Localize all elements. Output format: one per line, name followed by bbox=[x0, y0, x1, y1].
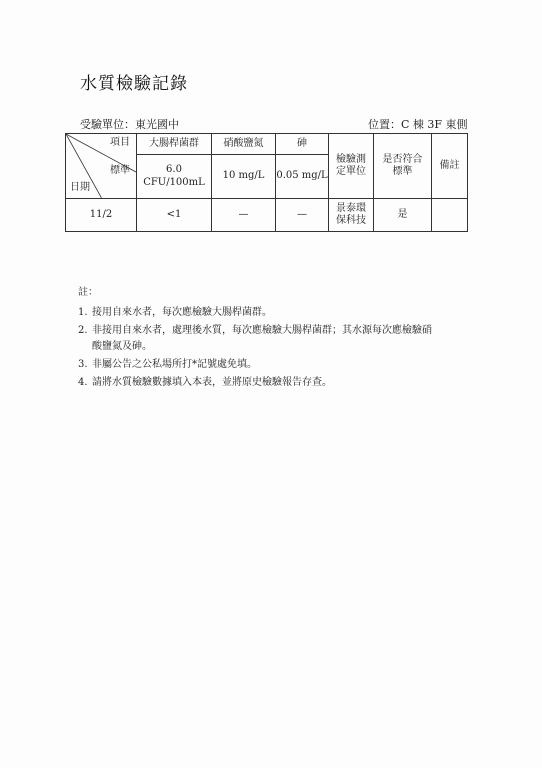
corner-date-label: 日期 bbox=[70, 181, 90, 193]
notes-section bbox=[78, 285, 432, 393]
table-row bbox=[66, 199, 468, 232]
corner-item-label: 項目 bbox=[110, 137, 130, 148]
note-item: 3. 非屬公告之公私場所打*記號處免填。 bbox=[78, 359, 257, 370]
note-item: 2. 非接用自來水者，處理後水質，每次應檢驗大腸桿菌群；其水源每次應檢驗硝酸鹽氮及砷。 bbox=[78, 325, 432, 352]
cell-remark bbox=[432, 199, 468, 232]
standard-coliform: 6.0 CFU/100mL bbox=[137, 155, 212, 199]
document-title: 水質檢驗記錄 bbox=[80, 74, 188, 94]
standard-nitrate: 10 mg/L bbox=[212, 155, 276, 199]
note-item: 4. 請將水質檢驗數據填入本表，並將原史檢驗報告存查。 bbox=[78, 377, 332, 388]
header-test-unit: 檢驗測定單位 bbox=[329, 134, 374, 199]
header-nitrate: 硝酸鹽氮 bbox=[212, 134, 276, 155]
table-corner-cell bbox=[66, 134, 137, 199]
header-remark: 備註 bbox=[432, 134, 468, 199]
header-compliance: 是否符合標準 bbox=[374, 134, 432, 199]
cell-arsenic: — bbox=[276, 199, 329, 232]
header-arsenic: 砷 bbox=[276, 134, 329, 155]
test-unit-label: 受驗單位：東光國中 bbox=[80, 118, 179, 131]
standard-arsenic: 0.05 mg/L bbox=[276, 155, 329, 199]
cell-compliance: 是 bbox=[374, 199, 432, 232]
corner-standard-label: 標準 bbox=[110, 165, 130, 176]
cell-lab: 景泰環保科技 bbox=[329, 199, 374, 232]
location-label: 位置：C 棟 3F 東側 bbox=[368, 118, 468, 131]
header-coliform: 大腸桿菌群 bbox=[137, 134, 212, 155]
water-test-table bbox=[65, 133, 468, 232]
note-item: 1. 接用自來水者，每次應檢驗大腸桿菌群。 bbox=[78, 307, 272, 318]
cell-date: 11/2 bbox=[66, 199, 137, 232]
cell-nitrate: — bbox=[212, 199, 276, 232]
notes-label: 註： bbox=[78, 287, 98, 298]
cell-coliform: <1 bbox=[137, 199, 212, 232]
